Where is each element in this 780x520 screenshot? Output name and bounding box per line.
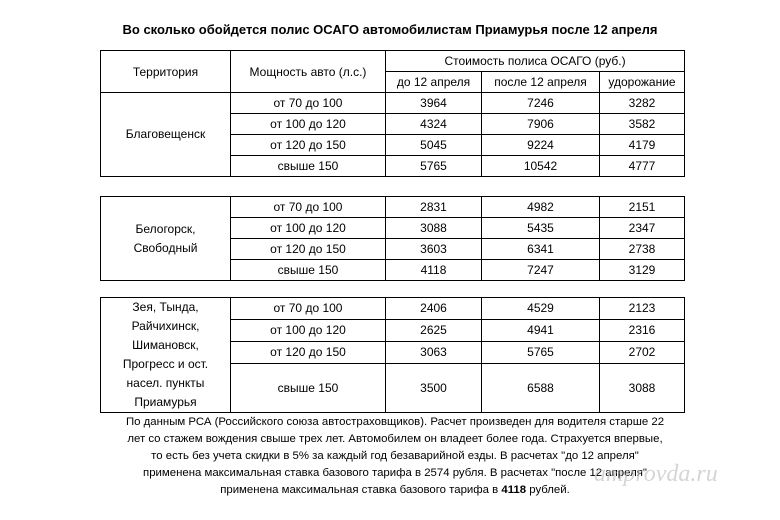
before-cell: 3964 <box>386 93 482 114</box>
after-cell: 9224 <box>482 135 600 156</box>
territory-line: Шимановск, <box>132 338 199 352</box>
table-group-blagoveshchensk <box>100 92 685 177</box>
footnote-text: применена максимальная ставка базового тарифа в <box>220 484 502 496</box>
increase-cell: 2738 <box>600 239 685 260</box>
increase-cell: 2702 <box>600 341 685 363</box>
after-cell: 4941 <box>482 319 600 341</box>
before-cell: 2406 <box>386 298 482 320</box>
power-cell: свыше 150 <box>231 363 386 412</box>
after-cell: 7906 <box>482 114 600 135</box>
footnote-highlight: 4118 <box>501 484 527 496</box>
increase-cell: 2316 <box>600 319 685 341</box>
before-cell: 3500 <box>386 363 482 412</box>
footnote-text: рублей. <box>526 484 570 496</box>
territory-line: Прогресс и ост. <box>122 357 209 371</box>
territory-line: Белогорск, <box>135 221 196 236</box>
before-cell: 3063 <box>386 341 482 363</box>
before-cell: 5765 <box>386 156 482 177</box>
after-cell: 10542 <box>482 156 600 177</box>
header-before: до 12 апреля <box>386 72 482 93</box>
increase-cell: 3129 <box>600 260 685 281</box>
territory-cell <box>101 298 231 413</box>
before-cell: 4324 <box>386 114 482 135</box>
increase-cell: 4179 <box>600 135 685 156</box>
footnote-line: то есть без учета скидки в 5% за каждый год безаварийной езды. В расчетах "до 12 апреля" <box>151 450 639 462</box>
before-cell: 3088 <box>386 218 482 239</box>
increase-cell: 3088 <box>600 363 685 412</box>
header-after: после 12 апреля <box>482 72 600 93</box>
after-cell: 4529 <box>482 298 600 320</box>
header-cost-group: Стоимость полиса ОСАГО (руб.) <box>386 51 685 72</box>
before-cell: 3603 <box>386 239 482 260</box>
increase-cell: 3582 <box>600 114 685 135</box>
after-cell: 7247 <box>482 260 600 281</box>
territory-line: Зея, Тында, <box>132 300 199 314</box>
territory-line: Приамурья <box>134 395 197 409</box>
territory-cell <box>101 197 231 281</box>
increase-cell: 2151 <box>600 197 685 218</box>
footnote-line: применена максимальная ставка базового тарифа в 2574 рубля. В расчетах "после 12 апреля" <box>143 467 647 479</box>
before-cell: 2831 <box>386 197 482 218</box>
after-cell: 6588 <box>482 363 600 412</box>
power-cell: от 70 до 100 <box>231 197 386 218</box>
table-header <box>100 50 685 93</box>
page-title: Во сколько обойдется полис ОСАГО автомобилистам Приамурья после 12 апреля <box>122 22 658 37</box>
power-cell: от 70 до 100 <box>231 298 386 320</box>
power-cell: от 120 до 150 <box>231 239 386 260</box>
power-cell: от 100 до 120 <box>231 218 386 239</box>
header-territory: Территория <box>101 51 231 93</box>
increase-cell: 2123 <box>600 298 685 320</box>
after-cell: 7246 <box>482 93 600 114</box>
power-cell: свыше 150 <box>231 156 386 177</box>
after-cell: 4982 <box>482 197 600 218</box>
after-cell: 5765 <box>482 341 600 363</box>
power-cell: от 120 до 150 <box>231 135 386 156</box>
power-cell: свыше 150 <box>231 260 386 281</box>
increase-cell: 2347 <box>600 218 685 239</box>
table-group-other-towns <box>100 297 685 413</box>
before-cell: 4118 <box>386 260 482 281</box>
footnote-line: лет со стажем вождения свыше трех лет. Автомобилем он владеет более года. Страхуется впервые, <box>127 433 663 445</box>
power-cell: от 120 до 150 <box>231 341 386 363</box>
table-group-belogorsk <box>100 196 685 281</box>
power-cell: от 100 до 120 <box>231 319 386 341</box>
power-cell: от 70 до 100 <box>231 93 386 114</box>
power-cell: от 100 до 120 <box>231 114 386 135</box>
territory-line: Благовещенск <box>125 127 206 141</box>
header-increase: удорожание <box>600 72 685 93</box>
territory-line: насел. пункты <box>126 376 205 390</box>
watermark: amprovda.ru <box>594 461 718 487</box>
footnote-line: По данным РСА (Российского союза автостраховщиков). Расчет произведен для водителя старше 22 <box>125 416 665 428</box>
before-cell: 5045 <box>386 135 482 156</box>
increase-cell: 3282 <box>600 93 685 114</box>
territory-line: Свободный <box>133 240 198 255</box>
increase-cell: 4777 <box>600 156 685 177</box>
territory-cell <box>101 93 231 177</box>
after-cell: 5435 <box>482 218 600 239</box>
before-cell: 2625 <box>386 319 482 341</box>
after-cell: 6341 <box>482 239 600 260</box>
territory-line: Райчихинск, <box>131 319 200 333</box>
header-power: Мощность авто (л.с.) <box>231 51 386 93</box>
